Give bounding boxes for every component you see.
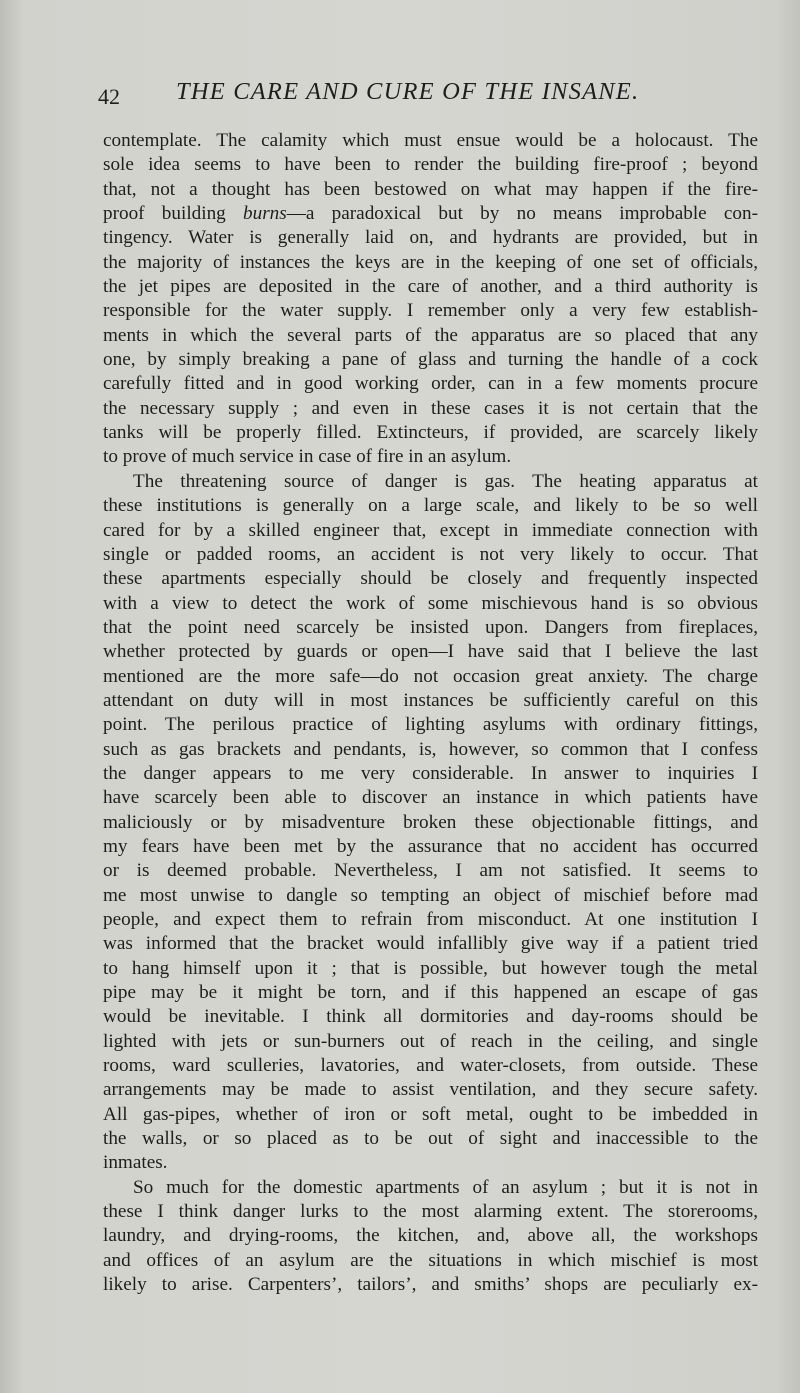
text-line: to hang himself upon it ; that is possible, but however tough the metal — [103, 957, 758, 979]
text-line: rooms, ward sculleries, lavatories, and water-closets, from outside. These — [103, 1055, 758, 1077]
text-line: that the point need scarcely be insisted upon. Dangers from fireplaces, — [103, 616, 758, 638]
text-line: the necessary supply ; and even in these cases it is not certain that the — [103, 397, 758, 419]
text-line: laundry, and drying-rooms, the kitchen, and, above all, the workshops — [103, 1225, 758, 1247]
text-line: these institutions is generally on a large scale, and likely to be so well — [103, 495, 758, 517]
text-line: responsible for the water supply. I remember only a very few establish- — [103, 300, 758, 322]
text-line: my fears have been met by the assurance that no accident has occurred — [103, 835, 758, 857]
text-line: with a view to detect the work of some mischievous hand is so obvious — [103, 592, 758, 614]
text-run: proof building — [103, 203, 244, 225]
text-line: such as gas brackets and pendants, is, however, so common that I confess — [103, 738, 758, 760]
body-text — [103, 129, 758, 1298]
text-line: maliciously or by misadventure broken these objectionable fittings, and — [103, 811, 758, 833]
text-line: contemplate. The calamity which must ensue would be a holocaust. The — [103, 130, 758, 151]
text-line: likely to arise. Carpenters’, tailors’, and smiths’ shops are peculiarly ex- — [103, 1274, 758, 1296]
text-line: would be inevitable. I think all dormitories and day-rooms should be — [103, 1006, 758, 1028]
text-line: single or padded rooms, an accident is not very likely to occur. That — [103, 543, 758, 565]
text-run: —a paradoxical but by no means improbable con- — [286, 203, 758, 225]
text-line: or is deemed probable. Nevertheless, I am not satisfied. It seems to — [103, 860, 758, 882]
italic-word: burns — [243, 203, 287, 225]
text-line: was informed that the bracket would infallibly give way if a patient tried — [103, 933, 758, 955]
page-number: 42 — [98, 84, 120, 109]
text-line: pipe may be it might be torn, and if this happened an escape of gas — [103, 982, 758, 1004]
text-line: lighted with jets or sun-burners out of reach in the ceiling, and single — [103, 1030, 758, 1052]
text-line: these I think danger lurks to the most alarming extent. The storerooms, — [103, 1201, 758, 1223]
text-line: one, by simply breaking a pane of glass and turning the handle of a cock — [103, 349, 758, 371]
text-line: the walls, or so placed as to be out of sight and inaccessible to the — [103, 1128, 758, 1150]
text-line: the jet pipes are deposited in the care of another, and a third authority is — [103, 276, 758, 298]
paragraph-first-line: The threatening source of danger is gas. The heating apparatus at — [133, 470, 758, 492]
text-line: cared for by a skilled engineer that, except in immediate connection with — [103, 519, 758, 541]
paragraph-last-line: to prove of much service in case of fire in an asylum. — [103, 446, 512, 468]
text-line: have scarcely been able to discover an instance in which patients have — [103, 787, 758, 809]
text-line: me most unwise to dangle so tempting an object of mischief before mad — [103, 884, 758, 906]
paragraph-last-line: inmates. — [103, 1152, 168, 1174]
page-header — [98, 78, 738, 118]
text-line: attendant on duty will in most instances be sufficiently careful on this — [103, 689, 758, 711]
text-line: the majority of instances the keys are in the keeping of one set of officials, — [103, 251, 758, 273]
text-line: people, and expect them to refrain from misconduct. At one institution I — [103, 909, 758, 930]
text-line: All gas-pipes, whether of iron or soft metal, ought to be imbedded in — [103, 1103, 758, 1125]
text-line: that, not a thought has been bestowed on what may happen if the fire- — [103, 178, 758, 200]
text-line: the danger appears to me very considerable. In answer to inquiries I — [103, 762, 758, 784]
text-line: tanks will be properly filled. Extincteurs, if provided, are scarcely likely — [103, 422, 758, 444]
text-line-with-italic — [103, 202, 758, 226]
paragraph-first-line: So much for the domestic apartments of an asylum ; but it is not in — [133, 1176, 758, 1198]
text-line: and offices of an asylum are the situations in which mischief is most — [103, 1249, 758, 1271]
text-line: point. The perilous practice of lighting asylums with ordinary fittings, — [103, 714, 758, 736]
running-title: THE CARE AND CURE OF THE INSANE. — [176, 78, 640, 105]
text-line: whether protected by guards or open—I have said that I believe the last — [103, 641, 758, 663]
text-line: these apartments especially should be closely and frequently inspected — [103, 568, 758, 590]
text-line: sole idea seems to have been to render the building fire-proof ; beyond — [103, 154, 758, 176]
text-line: arrangements may be made to assist ventilation, and they secure safety. — [103, 1079, 758, 1101]
text-line: tingency. Water is generally laid on, and hydrants are provided, but in — [103, 227, 758, 249]
text-line: carefully fitted and in good working order, can in a few moments procure — [103, 373, 758, 395]
text-line: ments in which the several parts of the apparatus are so placed that any — [103, 324, 758, 346]
text-line: mentioned are the more safe—do not occasion great anxiety. The charge — [103, 665, 758, 687]
